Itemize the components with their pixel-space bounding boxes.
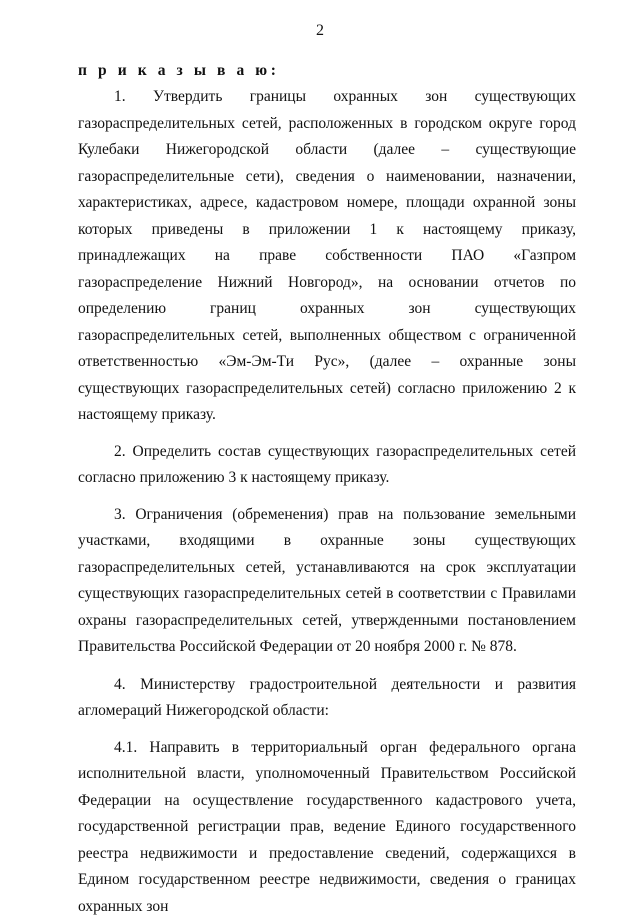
paragraph-1: 1. Утвердить границы охранных зон существующих газораспределительных сетей, расположенных в городском округе город Кулебаки Нижегородской области (далее – существующие газораспределительные сети), сведения о наименовании, назначении, характеристиках, адресе, кадастровом номере, площади охранной зоны которых приведены в приложении 1 к настоящему приказу, принадлежащих на праве собственности ПАО «Газпром газораспределение Нижний Новгород», на основании отчетов по определению границ охранных зон существующих газораспределительных сетей, выполненных обществом с ограниченной ответственностью «Эм-Эм-Ти Рус», (далее – охранные зоны существующих газораспределительных сетей) согласно приложению 2 к настоящему приказу.	[78, 84, 576, 429]
paragraph-2: 2. Определить состав существующих газораспределительных сетей согласно приложению 3 к настоящему приказу.	[78, 439, 576, 492]
paragraph-3: 3. Ограничения (обременения) прав на пользование земельными участками, входящими в охранные зоны существующих газораспределительных сетей, устанавливаются на срок эксплуатации существующих газораспределительных сетей в соответствии с Правилами охраны газораспределительных сетей, утвержденными постановлением Правительства Российской Федерации от 20 ноября 2000 г. № 878.	[78, 502, 576, 661]
document-body	[78, 58, 576, 920]
paragraph-4-1: 4.1. Направить в территориальный орган федерального органа исполнительной власти, уполномоченный Правительством Российской Федерации на осуществление государственного кадастрового учета, государственной регистрации прав, ведение Единого государственного реестра недвижимости и предоставление сведений, содержащихся в Едином государственном реестре недвижимости, сведения о границах охранных зон	[78, 735, 576, 920]
paragraph-4: 4. Министерству градостроительной деятельности и развития агломераций Нижегородской области:	[78, 672, 576, 725]
page-number: 2	[0, 22, 640, 40]
order-heading: п р и к а з ы в а ю:	[78, 58, 576, 84]
